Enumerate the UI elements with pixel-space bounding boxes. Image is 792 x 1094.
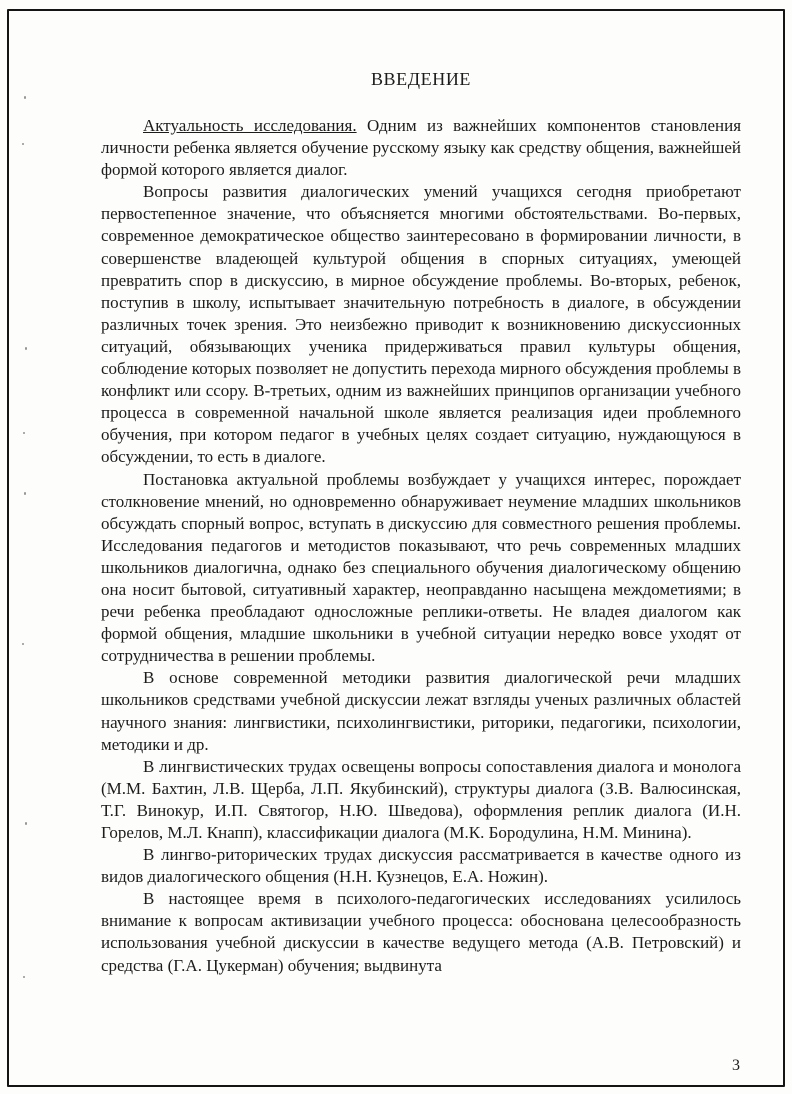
paragraph-relevance (101, 115, 741, 181)
paragraph: В настоящее время в психолого-педагогических исследованиях усилилось внимание к вопросам активизации учебного процесса: обоснована целесообразность использования учебной дискуссии в качестве ведущего метода (А.В. Петровский) и средства (Г.А. Цукерман) обучения; выдвинута (101, 889, 741, 975)
scan-artifact (22, 143, 24, 145)
paragraph: Вопросы развития диалогических умений учащихся сегодня приобретают первостепенное значение, что объясняется многими обстоятельствами. Во-первых, современное демократическое общество заинтересовано в формировании личности, в совершенстве владеющей культурой общения в спорных ситуациях, умеющей превратить спор в дискуссию, в мирное обсуждение проблемы. Во-вторых, ребенок, поступив в школу, испытывает значительную потребность в диалоге, в обсуждении различных точек зрения. Это неизбежно приводит к возникновению дискуссионных ситуаций, обязывающих ученика придерживаться правил культуры общения, соблюдение которых позволяет не допустить перехода мирного обсуждения проблемы в конфликт или ссору. В-третьих, одним из важнейших принципов организации учебного процесса в современной начальной школе является реализация идеи проблемного обучения, при котором педагог в учебных целях создает ситуацию, нуждающуюся в обсуждении, то есть в диалоге. (101, 182, 741, 467)
scan-artifact (23, 432, 25, 434)
paragraph: Постановка актуальной проблемы возбуждает у учащихся интерес, порождает столкновение мнений, но одновременно обнаруживает неумение младших школьников обсуждать спорный вопрос, вступать в дискуссию для совместного решения проблемы. Исследования педагогов и методистов показывают, что речь современных младших школьников диалогична, однако без специального обучения диалогическому общению она носит бытовой, ситуативный характер, неоправданно насыщена междометиями; в речи ребенка преобладают односложные реплики-ответы. Не владея диалогом как формой общения, младшие школьники в учебной ситуации нередко вовсе уходят от сотрудничества в решении проблемы. (101, 469, 741, 666)
scan-artifact (25, 347, 27, 350)
scan-artifact (23, 976, 25, 978)
paragraph: В основе современной методики развития диалогической речи младших школьников средствами учебной дискуссии лежат взгляды ученых различных областей научного знания: лингвистики, психолингвистики, риторики, педагогики, психологии, методики и др. (101, 668, 741, 754)
scan-artifact (24, 492, 26, 495)
scan-artifact (25, 822, 27, 825)
paragraph-text: Одним из важнейших компонентов становления личности ребенка является обучение русскому языку как средству общения, важнейшей формой которого является диалог. (101, 116, 742, 180)
scan-artifact (24, 96, 26, 99)
page-number: 3 (732, 1057, 740, 1074)
paragraph: В лингво-риторических трудах дискуссия рассматривается в качестве одного из видов диалогического общения (Н.Н. Кузнецов, Е.А. Ножин). (101, 845, 741, 887)
section-title: ВВЕДЕНИЕ (370, 69, 472, 89)
paragraph: В лингвистических трудах освещены вопросы сопоставления диалога и монолога (М.М. Бахтин, Л.В. Щерба, Л.П. Якубинский), структуры диалога (З.В. Валюсинская, Т.Г. Винокур, И.П. Святогор, Н.Ю. Шведова), оформления реплик диалога (И.Н. Горелов, М.Л. Кнапп), классификации диалога (М.К. Бородулина, Н.М. Минина). (101, 756, 741, 842)
scan-artifact (22, 643, 24, 645)
paragraph-lead-underlined: Актуальность исследования. (143, 116, 357, 135)
page-content (101, 68, 741, 977)
